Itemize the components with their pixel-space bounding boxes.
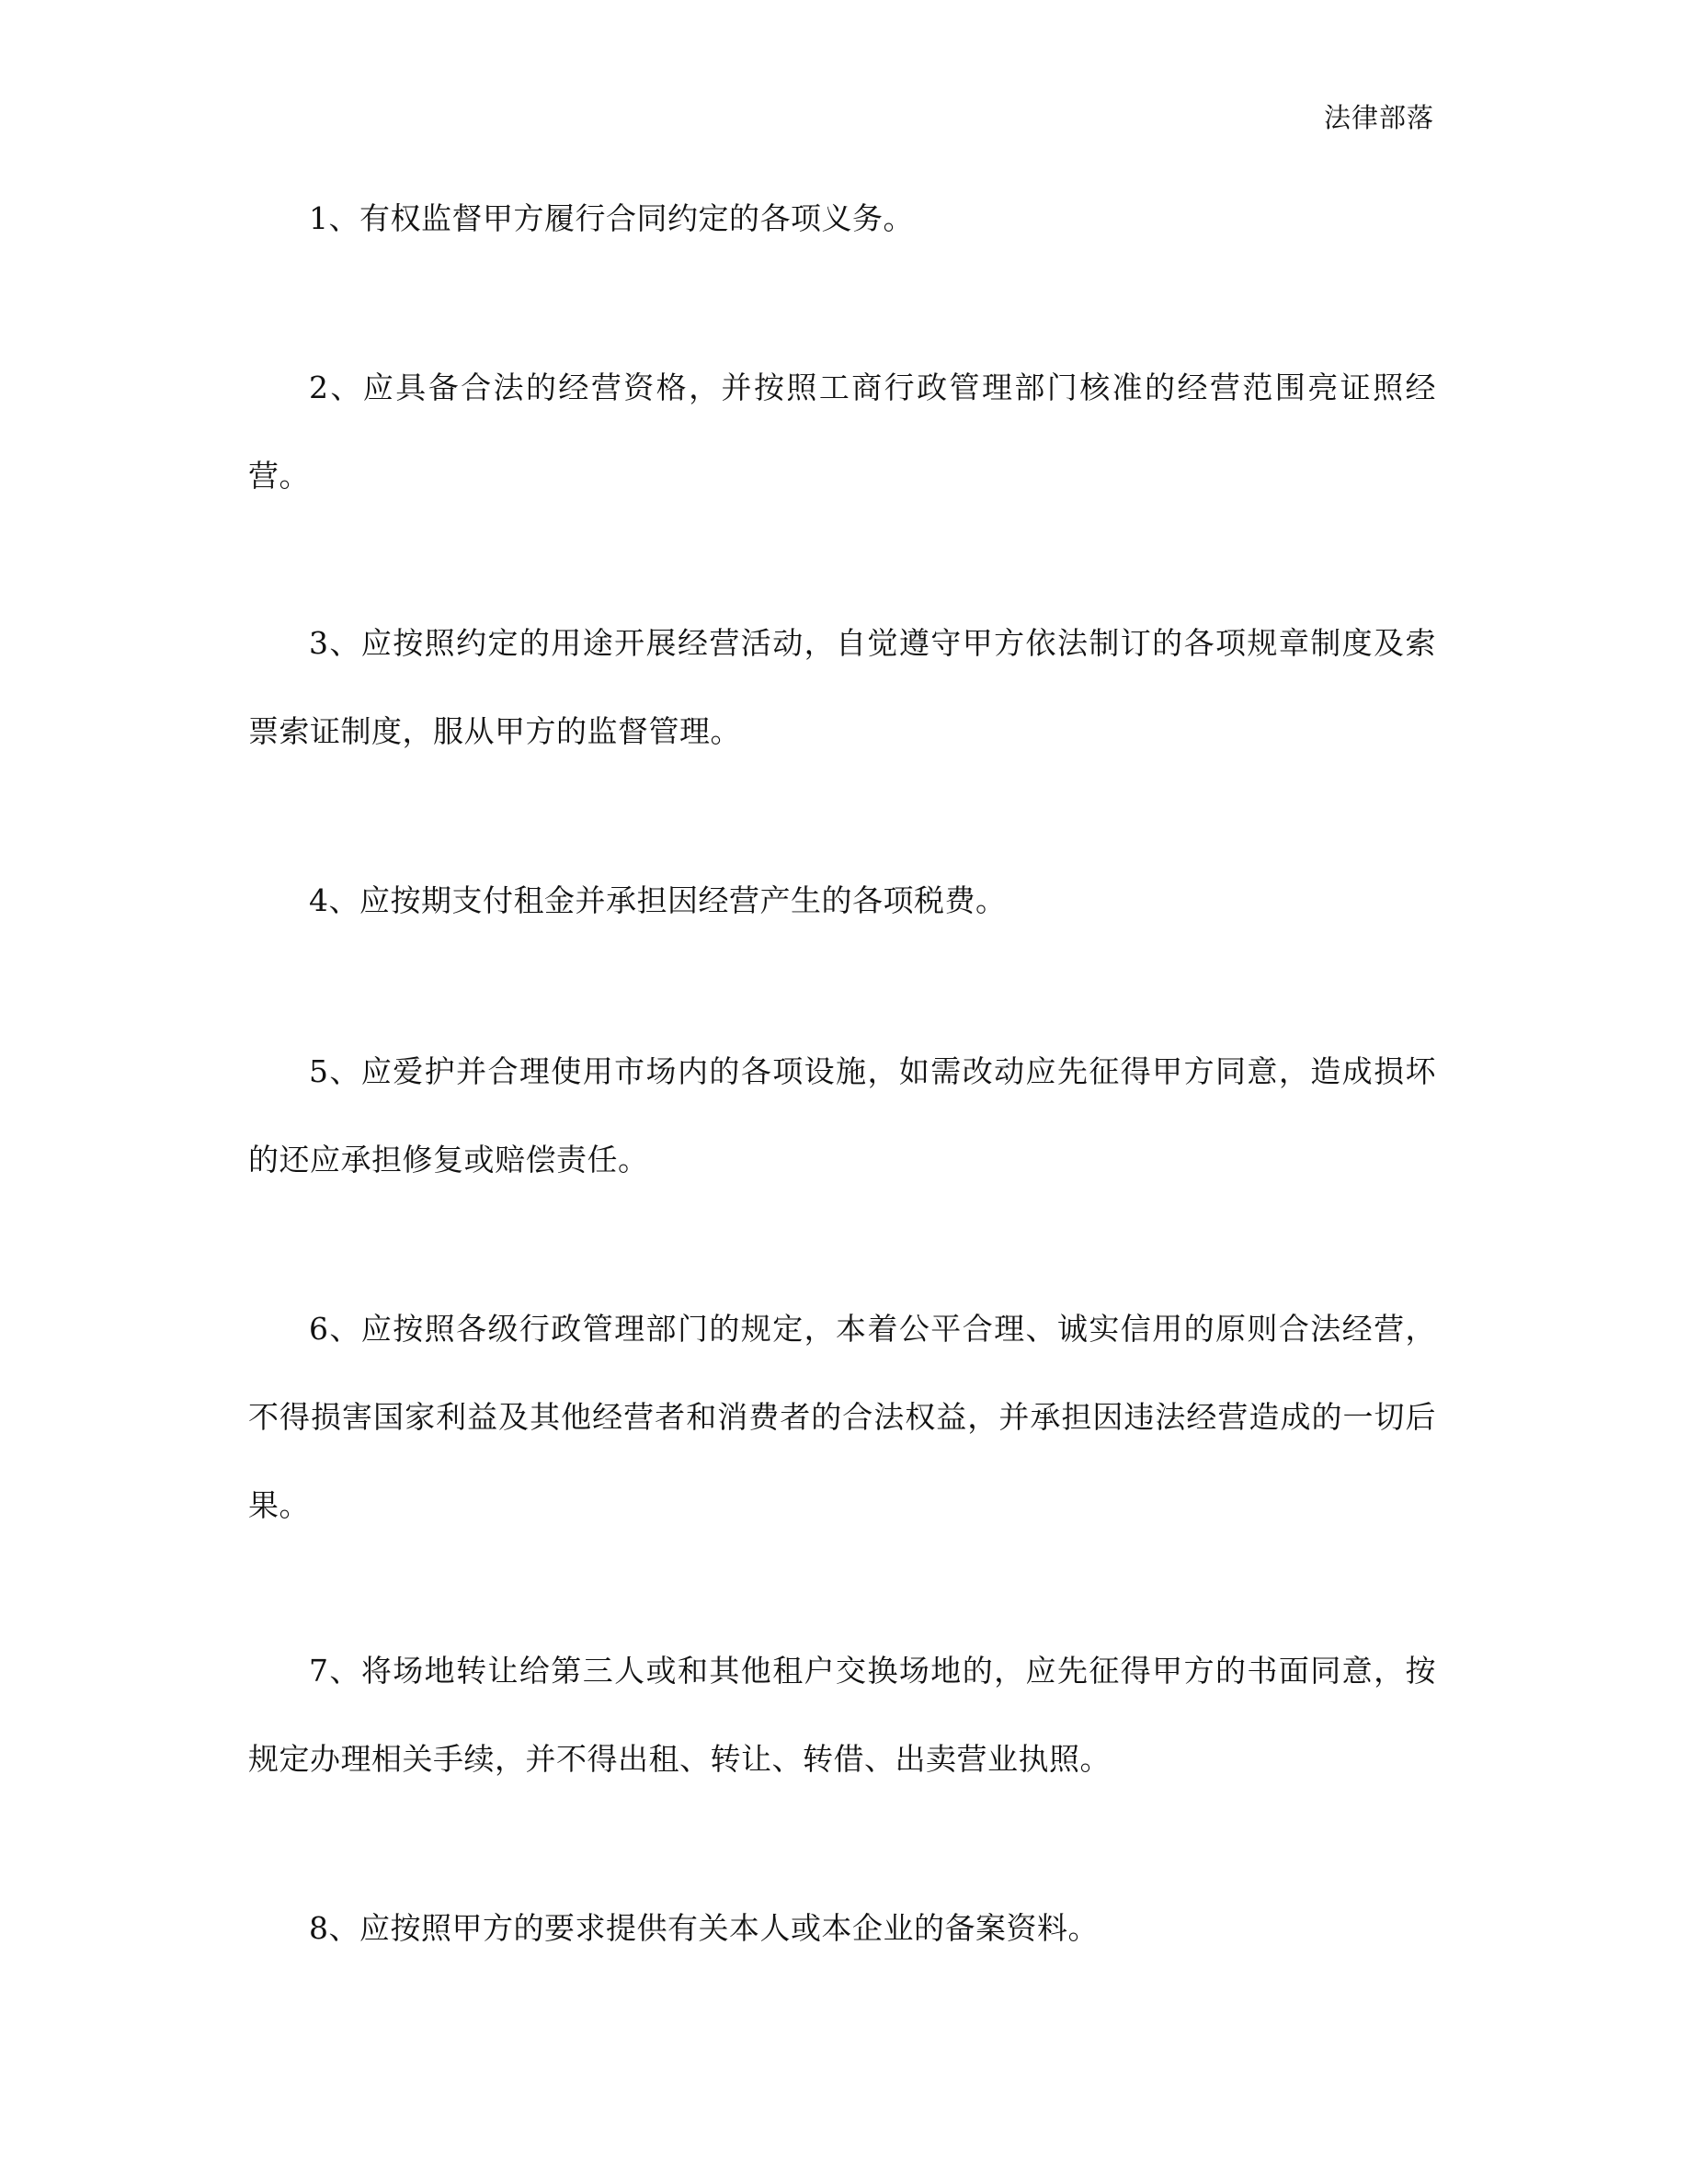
clause-paragraph-3: 3、应按照约定的用途开展经营活动，自觉遵守甲方依法制订的各项规章制度及索票索证制度，服从甲方的监督管理。 (248, 625, 1436, 749)
clause-paragraph-4: 4、应按期支付租金并承担因经营产生的各项税费。 (309, 882, 1007, 918)
clause-paragraph-2: 2、应具备合法的经营资格，并按照工商行政管理部门核准的经营范围亮证照经营。 (248, 370, 1436, 494)
clause-paragraph-1: 1、有权监督甲方履行合同约定的各项义务。 (309, 200, 914, 236)
clause-paragraph-8: 8、应按照甲方的要求提供有关本人或本企业的备案资料。 (309, 1910, 1099, 1946)
page-header-source: 法律部落 (1323, 102, 1434, 133)
clause-paragraph-7: 7、将场地转让给第三人或和其他租户交换场地的，应先征得甲方的书面同意，按规定办理相关手续，并不得出租、转让、转借、出卖营业执照。 (248, 1653, 1436, 1777)
clause-paragraph-6: 6、应按照各级行政管理部门的规定，本着公平合理、诚实信用的原则合法经营，不得损害国家利益及其他经营者和消费者的合法权益，并承担因违法经营造成的一切后果。 (248, 1311, 1436, 1523)
clause-paragraph-5: 5、应爱护并合理使用市场内的各项设施，如需改动应先征得甲方同意，造成损坏的还应承担修复或赔偿责任。 (248, 1053, 1436, 1177)
